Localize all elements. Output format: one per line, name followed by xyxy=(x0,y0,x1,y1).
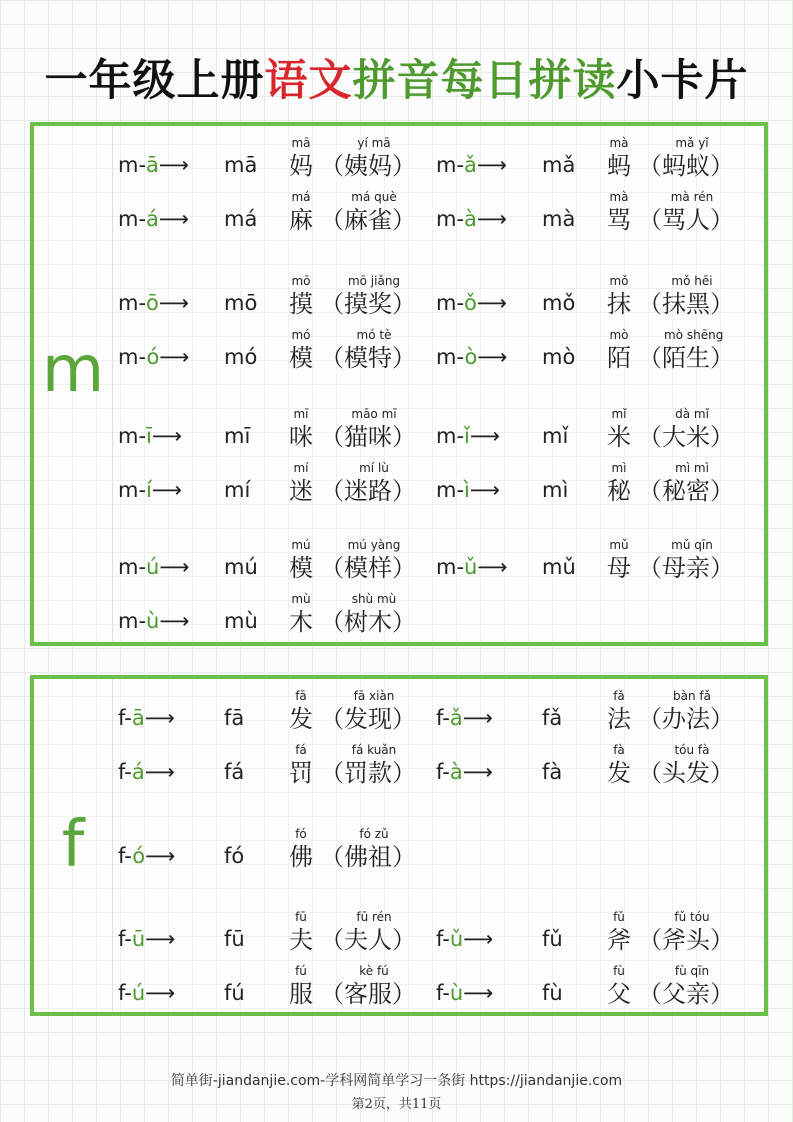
character-pinyin: mò xyxy=(609,328,629,342)
character-pinyin: mà xyxy=(609,136,629,150)
arrow-icon: ⟶ xyxy=(476,207,508,231)
initial: m xyxy=(436,478,457,502)
word-pinyin: mì mì xyxy=(675,461,709,475)
example-word: （陌生） xyxy=(638,344,734,372)
initial: m xyxy=(436,207,457,231)
syllable: mú xyxy=(224,555,258,579)
character: 佛 xyxy=(289,843,313,871)
example-word: （罚款） xyxy=(320,759,416,787)
final-with-tone: ǔ xyxy=(449,927,464,951)
pinyin-entry xyxy=(436,745,756,785)
character-pinyin: mǐ xyxy=(611,407,627,421)
word-pinyin: mò shēng xyxy=(664,328,724,342)
character: 抹 xyxy=(607,290,631,318)
arrow-icon: ⟶ xyxy=(463,981,494,1005)
pinyin-entry xyxy=(118,912,438,952)
character: 母 xyxy=(607,554,631,582)
initial: f xyxy=(436,760,443,784)
example-word: （麻雀） xyxy=(320,206,416,234)
word-pinyin: fǔ tóu xyxy=(674,910,710,924)
word-pinyin: kè fú xyxy=(359,964,389,978)
spelling xyxy=(118,980,175,1006)
syllable: mō xyxy=(224,291,258,315)
syllable: mó xyxy=(224,345,258,369)
pinyin-entry xyxy=(118,691,438,731)
card-divider xyxy=(112,126,113,642)
word-pinyin: bàn fǎ xyxy=(673,689,711,703)
final-with-tone: ó xyxy=(132,844,146,868)
initial: f xyxy=(436,981,443,1005)
word-pinyin: dà mǐ xyxy=(675,407,709,421)
dash: - xyxy=(124,927,132,951)
arrow-icon: ⟶ xyxy=(463,927,494,951)
initial: m xyxy=(436,291,457,315)
initial: f xyxy=(118,760,125,784)
example-word: （客服） xyxy=(320,980,416,1008)
pinyin-entry xyxy=(436,409,756,449)
character: 骂 xyxy=(607,206,631,234)
arrow-icon: ⟶ xyxy=(477,345,508,369)
spelling xyxy=(436,290,507,316)
pinyin-entry xyxy=(118,276,438,316)
word-pinyin: mō jiǎng xyxy=(347,274,401,288)
character: 木 xyxy=(289,608,313,636)
arrow-icon: ⟶ xyxy=(462,706,493,730)
initial: f xyxy=(436,927,443,951)
title-part-4: 小卡片 xyxy=(616,56,749,106)
example-word: （佛祖） xyxy=(320,843,416,871)
footer-page-number: 第2页，共11页 xyxy=(351,1097,442,1112)
example-word: （办法） xyxy=(638,705,734,733)
dash: - xyxy=(442,927,450,951)
dash: - xyxy=(138,345,147,369)
arrow-icon: ⟶ xyxy=(476,153,508,177)
spelling xyxy=(118,759,175,785)
syllable: fǔ xyxy=(542,927,563,951)
initial: m xyxy=(118,555,139,579)
example-word: （蚂蚁） xyxy=(638,152,734,180)
initial-letter-m: m xyxy=(41,333,105,407)
spelling xyxy=(118,608,189,634)
syllable: mí xyxy=(224,478,251,502)
final-with-tone: ǎ xyxy=(464,153,477,177)
pinyin-entry xyxy=(118,829,438,869)
pinyin-entry xyxy=(118,745,438,785)
character-pinyin: mú xyxy=(291,538,311,552)
initial: m xyxy=(118,345,139,369)
pinyin-entry xyxy=(436,912,756,952)
character-pinyin: fà xyxy=(613,743,625,757)
syllable: mī xyxy=(224,424,251,448)
dash: - xyxy=(456,345,465,369)
dash: - xyxy=(442,981,450,1005)
dash: - xyxy=(124,706,132,730)
dash: - xyxy=(456,555,465,579)
spelling xyxy=(118,554,189,580)
character: 父 xyxy=(607,980,631,1008)
final-with-tone: ǒ xyxy=(464,291,477,315)
example-word: （模特） xyxy=(320,344,416,372)
dash: - xyxy=(138,555,147,579)
character: 法 xyxy=(607,705,631,733)
dash: - xyxy=(456,207,465,231)
word-pinyin: fā xiàn xyxy=(353,689,395,703)
example-word: （抹黑） xyxy=(638,290,734,318)
final-with-tone: ū xyxy=(131,927,146,951)
word-pinyin: mó tè xyxy=(356,328,392,342)
example-word: （父亲） xyxy=(638,980,734,1008)
initial: m xyxy=(436,153,457,177)
word-pinyin: fá kuǎn xyxy=(351,743,397,757)
character-pinyin: fú xyxy=(295,964,307,978)
initial: m xyxy=(436,424,457,448)
arrow-icon: ⟶ xyxy=(151,478,182,502)
final-with-tone: ā xyxy=(131,706,145,730)
spelling xyxy=(118,290,189,316)
word-pinyin: yí mā xyxy=(357,136,391,150)
word-pinyin: mǒ hēi xyxy=(671,274,713,288)
final-with-tone: ā xyxy=(146,153,159,177)
word-pinyin: mà rén xyxy=(670,190,714,204)
card-f xyxy=(30,675,768,1016)
character: 模 xyxy=(289,554,313,582)
character-pinyin: fù xyxy=(613,964,625,978)
final-with-tone: ǐ xyxy=(464,424,470,448)
spelling xyxy=(436,477,500,503)
spelling xyxy=(436,206,507,232)
arrow-icon: ⟶ xyxy=(158,153,190,177)
dash: - xyxy=(456,424,465,448)
page-title xyxy=(0,52,793,110)
arrow-icon: ⟶ xyxy=(151,424,182,448)
character-pinyin: má xyxy=(291,190,311,204)
character-pinyin: mà xyxy=(609,190,629,204)
dash: - xyxy=(442,760,450,784)
character: 斧 xyxy=(607,926,631,954)
final-with-tone: à xyxy=(449,760,463,784)
final-with-tone: ú xyxy=(146,555,160,579)
dash: - xyxy=(456,153,465,177)
pinyin-entry xyxy=(118,330,438,370)
word-pinyin: māo mī xyxy=(351,407,397,421)
word-pinyin: mú yàng xyxy=(347,538,401,552)
character: 咪 xyxy=(289,423,313,451)
syllable: fà xyxy=(542,760,563,784)
spelling xyxy=(118,206,189,232)
syllable: fā xyxy=(224,706,245,730)
spelling xyxy=(436,705,493,731)
character-pinyin: fū xyxy=(295,910,307,924)
initial: f xyxy=(118,706,125,730)
example-word: （发现） xyxy=(320,705,416,733)
character: 蚂 xyxy=(607,152,631,180)
syllable: mǒ xyxy=(542,291,576,315)
final-with-tone: á xyxy=(146,207,159,231)
arrow-icon: ⟶ xyxy=(159,609,190,633)
character: 秘 xyxy=(607,477,631,505)
syllable: mā xyxy=(224,153,258,177)
syllable: má xyxy=(224,207,258,231)
syllable: mǎ xyxy=(542,153,576,177)
title-part-2: 语文 xyxy=(264,56,353,106)
footer-site-line: 简单街-jiandanjie.com-学科网简单学习一条街 https://jiandanjie.com xyxy=(170,1073,623,1089)
arrow-icon: ⟶ xyxy=(477,555,508,579)
arrow-icon: ⟶ xyxy=(145,927,176,951)
word-pinyin: má què xyxy=(351,190,397,204)
pinyin-entry xyxy=(436,691,756,731)
example-word: （迷路） xyxy=(320,477,416,505)
pinyin-entry xyxy=(118,138,438,178)
character: 麻 xyxy=(289,206,313,234)
final-with-tone: à xyxy=(464,207,477,231)
character: 妈 xyxy=(289,152,313,180)
spelling xyxy=(118,152,189,178)
spelling xyxy=(118,344,189,370)
initial: m xyxy=(436,555,457,579)
dash: - xyxy=(124,981,132,1005)
word-pinyin: mǔ qīn xyxy=(671,538,713,552)
pinyin-entry xyxy=(118,594,438,634)
character-pinyin: fó xyxy=(295,827,307,841)
spelling xyxy=(436,980,493,1006)
pinyin-entry xyxy=(436,138,756,178)
spelling xyxy=(118,705,175,731)
character: 罚 xyxy=(289,759,313,787)
character-pinyin: fǎ xyxy=(613,689,625,703)
dash: - xyxy=(456,291,465,315)
pinyin-entry xyxy=(436,192,756,232)
syllable: mò xyxy=(542,345,576,369)
dash: - xyxy=(138,291,147,315)
pinyin-entry xyxy=(436,540,756,580)
syllable: mù xyxy=(224,609,258,633)
pinyin-entry xyxy=(118,192,438,232)
arrow-icon: ⟶ xyxy=(159,345,190,369)
example-word: （斧头） xyxy=(638,926,734,954)
dash: - xyxy=(138,424,147,448)
example-word: （母亲） xyxy=(638,554,734,582)
pinyin-entry xyxy=(118,540,438,580)
pinyin-entry xyxy=(436,463,756,503)
initial: f xyxy=(118,927,125,951)
example-word: （摸奖） xyxy=(320,290,416,318)
syllable: mǔ xyxy=(542,555,576,579)
syllable: mì xyxy=(542,478,569,502)
example-word: （夫人） xyxy=(320,926,416,954)
initial: m xyxy=(436,345,457,369)
arrow-icon: ⟶ xyxy=(159,555,190,579)
character-pinyin: mō xyxy=(291,274,311,288)
initial: m xyxy=(118,609,139,633)
spelling xyxy=(436,423,500,449)
arrow-icon: ⟶ xyxy=(158,291,190,315)
character-pinyin: mù xyxy=(291,592,311,606)
arrow-icon: ⟶ xyxy=(469,478,500,502)
pinyin-entry xyxy=(436,276,756,316)
character-pinyin: fá xyxy=(295,743,307,757)
final-with-tone: ì xyxy=(464,478,470,502)
example-word: （大米） xyxy=(638,423,734,451)
syllable: fú xyxy=(224,981,245,1005)
word-pinyin: fū rén xyxy=(356,910,392,924)
title-part-1: 一年级上册 xyxy=(44,56,265,106)
final-with-tone: ù xyxy=(449,981,464,1005)
character-pinyin: fǔ xyxy=(613,910,625,924)
character-pinyin: mì xyxy=(611,461,627,475)
final-with-tone: á xyxy=(131,760,145,784)
character-pinyin: mǔ xyxy=(609,538,629,552)
character: 摸 xyxy=(289,290,313,318)
final-with-tone: ī xyxy=(146,424,152,448)
final-with-tone: ù xyxy=(146,609,160,633)
word-pinyin: mí lù xyxy=(359,461,389,475)
initial: m xyxy=(118,424,139,448)
character: 夫 xyxy=(289,926,313,954)
initial: f xyxy=(118,981,125,1005)
spelling xyxy=(436,344,507,370)
arrow-icon: ⟶ xyxy=(144,706,175,730)
dash: - xyxy=(138,153,147,177)
dash: - xyxy=(138,207,147,231)
arrow-icon: ⟶ xyxy=(145,844,176,868)
syllable: fū xyxy=(224,927,245,951)
arrow-icon: ⟶ xyxy=(158,207,190,231)
dash: - xyxy=(124,844,133,868)
character-pinyin: mó xyxy=(291,328,311,342)
pinyin-entry xyxy=(118,409,438,449)
word-pinyin: tóu fà xyxy=(674,743,710,757)
character-pinyin: mī xyxy=(293,407,309,421)
example-word: （头发） xyxy=(638,759,734,787)
word-pinyin: fù qīn xyxy=(674,964,710,978)
syllable: mǐ xyxy=(542,424,569,448)
character: 模 xyxy=(289,344,313,372)
character-pinyin: mā xyxy=(291,136,311,150)
title-part-3: 拼音每日拼读 xyxy=(352,56,617,106)
pinyin-entry xyxy=(118,966,438,1006)
spelling xyxy=(436,152,507,178)
spelling xyxy=(118,477,182,503)
final-with-tone: ó xyxy=(146,345,160,369)
dash: - xyxy=(138,478,147,502)
arrow-icon: ⟶ xyxy=(144,760,175,784)
spelling xyxy=(118,423,182,449)
word-pinyin: fó zǔ xyxy=(359,827,389,841)
card-m xyxy=(30,122,768,646)
pinyin-entry xyxy=(436,330,756,370)
initial: f xyxy=(118,844,125,868)
character: 发 xyxy=(289,705,313,733)
character-pinyin: fā xyxy=(295,689,307,703)
character: 米 xyxy=(607,423,631,451)
character: 服 xyxy=(289,980,313,1008)
spelling xyxy=(118,926,175,952)
character: 发 xyxy=(607,759,631,787)
initial: f xyxy=(436,706,443,730)
initial: m xyxy=(118,153,139,177)
word-pinyin: shù mù xyxy=(351,592,397,606)
dash: - xyxy=(138,609,147,633)
example-word: （骂人） xyxy=(638,206,734,234)
final-with-tone: ò xyxy=(464,345,478,369)
example-word: （树木） xyxy=(320,608,416,636)
dash: - xyxy=(124,760,132,784)
initial: m xyxy=(118,478,139,502)
syllable: mà xyxy=(542,207,576,231)
spelling xyxy=(436,554,507,580)
character: 陌 xyxy=(607,344,631,372)
final-with-tone: ǎ xyxy=(449,706,463,730)
arrow-icon: ⟶ xyxy=(476,291,508,315)
initial-letter-f: f xyxy=(61,808,85,882)
pinyin-entry xyxy=(436,966,756,1006)
final-with-tone: ú xyxy=(131,981,146,1005)
word-pinyin: mǎ yǐ xyxy=(675,136,709,150)
final-with-tone: í xyxy=(146,478,152,502)
syllable: fù xyxy=(542,981,563,1005)
dash: - xyxy=(442,706,450,730)
character-pinyin: mǒ xyxy=(609,274,629,288)
initial: m xyxy=(118,207,139,231)
character: 迷 xyxy=(289,477,313,505)
example-word: （猫咪） xyxy=(320,423,416,451)
arrow-icon: ⟶ xyxy=(462,760,493,784)
syllable: fǎ xyxy=(542,706,563,730)
final-with-tone: ō xyxy=(146,291,159,315)
dash: - xyxy=(456,478,465,502)
spelling xyxy=(436,926,493,952)
character-pinyin: mí xyxy=(293,461,309,475)
spelling xyxy=(118,843,175,869)
example-word: （秘密） xyxy=(638,477,734,505)
initial: m xyxy=(118,291,139,315)
syllable: fá xyxy=(224,760,245,784)
spelling xyxy=(436,759,493,785)
arrow-icon: ⟶ xyxy=(469,424,500,448)
example-word: （模样） xyxy=(320,554,416,582)
arrow-icon: ⟶ xyxy=(145,981,176,1005)
example-word: （姨妈） xyxy=(320,152,416,180)
final-with-tone: ǔ xyxy=(464,555,478,579)
card-divider xyxy=(112,679,113,1012)
syllable: fó xyxy=(224,844,245,868)
pinyin-entry xyxy=(118,463,438,503)
